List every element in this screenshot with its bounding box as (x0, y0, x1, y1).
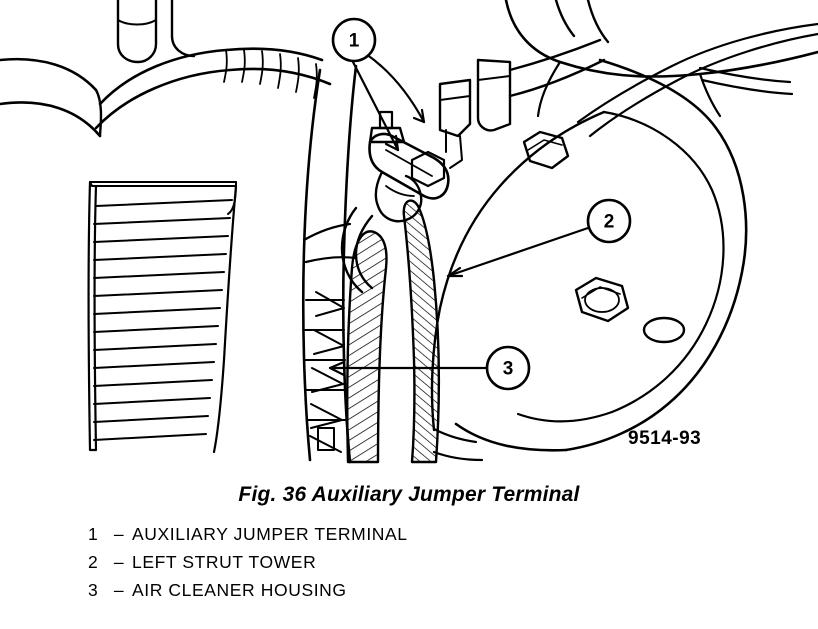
auxiliary-jumper-terminal (370, 0, 609, 221)
hose-band-left (347, 231, 386, 462)
cowl-left-edge (0, 59, 101, 136)
radiator-grille (89, 182, 237, 452)
hose-band-right (404, 201, 439, 462)
callout-3 (487, 347, 529, 389)
hex-bolt-lower (576, 278, 628, 321)
legend-dash: – (113, 524, 125, 544)
legend-label: LEFT STRUT TOWER (132, 552, 317, 572)
legend-dash: – (113, 580, 125, 600)
legend-item (88, 524, 688, 552)
legend-label: AIR CLEANER HOUSING (132, 580, 347, 600)
callout-1-label: 1 (348, 30, 360, 52)
bracket-top-left (118, 0, 194, 62)
legend-dash: – (113, 552, 125, 572)
wire-harness-upper-right (578, 24, 818, 136)
callout-2 (588, 200, 630, 242)
callout-2-label: 2 (603, 211, 615, 233)
callout-3-label: 3 (502, 358, 514, 380)
legend-item (88, 552, 688, 580)
figure-caption: Fig. 36 Auxiliary Jumper Terminal (238, 483, 580, 506)
legend-index: 3 (88, 580, 99, 600)
callout-1 (333, 19, 375, 61)
hex-bolt-upper (524, 132, 568, 168)
figure-legend (88, 524, 688, 608)
legend-index: 1 (88, 524, 99, 544)
figure-part-number: 9514-93 (628, 428, 702, 449)
legend-label: AUXILIARY JUMPER TERMINAL (132, 524, 408, 544)
legend-index: 2 (88, 552, 99, 572)
legend-item (88, 580, 688, 608)
